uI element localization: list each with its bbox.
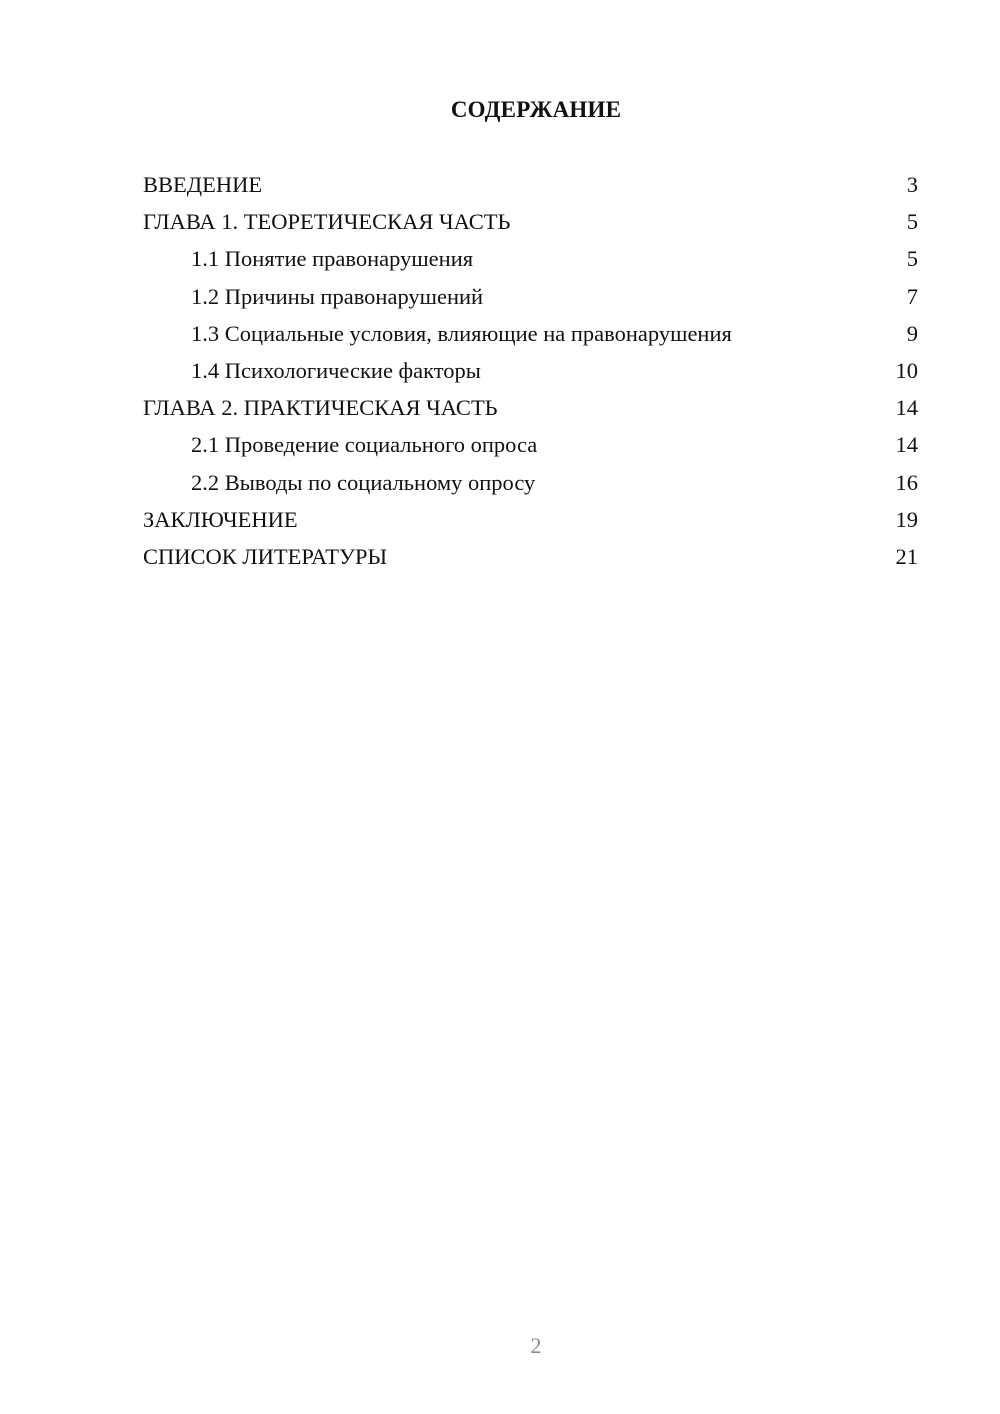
toc-item-label: ГЛАВА 2. ПРАКТИЧЕСКАЯ ЧАСТЬ [143, 395, 498, 421]
toc-item-label: ЗАКЛЮЧЕНИЕ [143, 506, 298, 532]
toc-item-bibliography [143, 538, 918, 575]
toc-item-section-2-2 [143, 464, 918, 501]
toc-item-label: 1.2 Причины правонарушений [191, 283, 484, 309]
toc-item-page: 21 [895, 543, 918, 569]
toc-item-page: 16 [895, 469, 918, 495]
toc-item-page: 19 [895, 506, 918, 532]
toc-item-section-2-1 [143, 426, 918, 463]
toc-item-page: 14 [895, 395, 918, 421]
toc-item-page: 5 [906, 246, 918, 272]
toc-item-page: 7 [906, 283, 918, 309]
toc-item-label: ГЛАВА 1. ТЕОРЕТИЧЕСКАЯ ЧАСТЬ [143, 209, 511, 235]
toc-item-label: ВВЕДЕНИЕ [143, 172, 263, 197]
toc-item-page: 5 [906, 209, 918, 235]
toc-item-page: 9 [906, 320, 918, 346]
toc-item-section-1-2 [143, 278, 918, 315]
toc-item-section-1-1 [143, 240, 918, 277]
toc-item-label: СПИСОК ЛИТЕРАТУРЫ [143, 543, 388, 569]
toc-item-conclusion [143, 501, 918, 538]
toc-title: СОДЕРЖАНИЕ [450, 97, 622, 122]
toc-item-page: 10 [895, 357, 918, 383]
toc-item-label: 1.3 Социальные условия, влияющие на правонарушения [191, 320, 732, 346]
toc-item-label: 2.1 Проведение социального опроса [191, 432, 538, 458]
toc-item-chapter-1 [143, 203, 918, 240]
toc-item-section-1-4 [143, 352, 918, 389]
toc-item-label: 1.1 Понятие правонарушения [191, 246, 474, 272]
toc-item-page: 3 [906, 172, 918, 197]
toc-item-section-1-3 [143, 315, 918, 352]
toc-item-introduction [143, 166, 918, 203]
toc-item-label: 1.4 Психологические факторы [191, 357, 481, 383]
toc-list [143, 166, 918, 575]
page-number: 2 [530, 1333, 542, 1358]
toc-item-chapter-2 [143, 389, 918, 426]
toc-item-page: 14 [895, 432, 918, 458]
toc-item-label: 2.2 Выводы по социальному опросу [191, 469, 536, 495]
